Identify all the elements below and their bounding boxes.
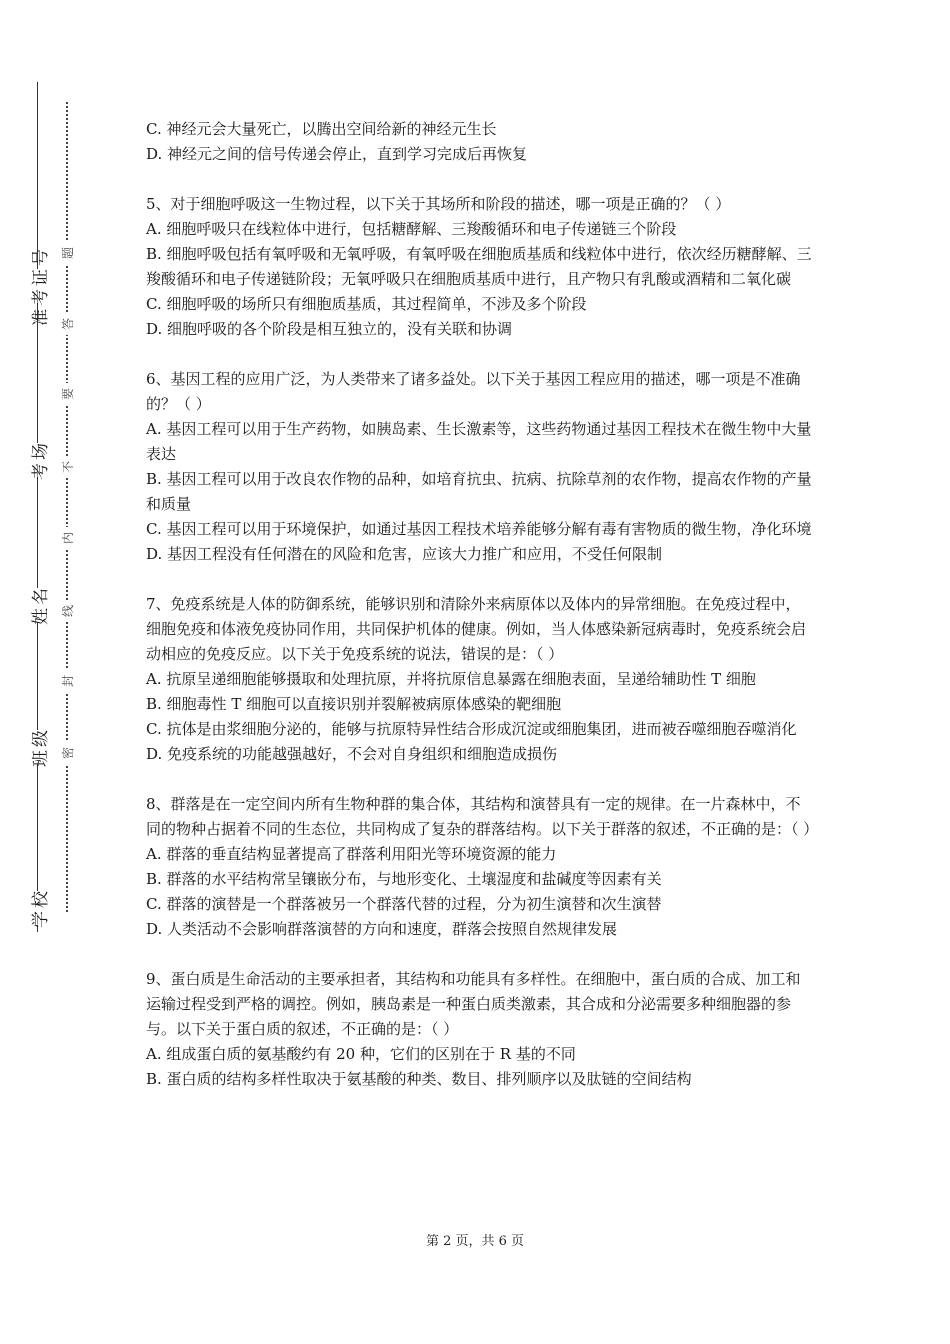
- option: B. 细胞呼吸包括有氧呼吸和无氧呼吸，有氧呼吸在细胞质基质和线粒体中进行，依次经历糖酵解、三羧酸循环和电子传递链阶段；无氧呼吸只在细胞质基质中进行，且产物只有乳酸或酒精和二氧化碳: [146, 245, 812, 288]
- page-footer: [0, 1230, 950, 1249]
- option: A. 群落的垂直结构显著提高了群落利用阳光等环境资源的能力: [146, 845, 557, 863]
- seal-char: 线: [56, 600, 78, 622]
- question-5: [146, 192, 812, 342]
- binding-solid-line: [37, 82, 38, 932]
- binding-margin: [0, 0, 120, 1344]
- question-stem: 6、基因工程的应用广泛，为人类带来了诸多益处。以下关于基因工程应用的描述，哪一项是不准确的？（ ）: [146, 370, 801, 413]
- option: B. 群落的水平结构常呈镶嵌分布，与地形变化、土壤湿度和盐碱度等因素有关: [146, 870, 662, 888]
- option: C. 神经元会大量死亡，以腾出空间给新的神经元生长: [146, 120, 497, 138]
- option: D. 人类活动不会影响群落演替的方向和速度，群落会按照自然规律发展: [146, 920, 618, 938]
- question-stem: 9、蛋白质是生命活动的主要承担者，其结构和功能具有多样性。在细胞中，蛋白质的合成、加工和运输过程受到严格的调控。例如，胰岛素是一种蛋白质类激素，其合成和分泌需要多种细胞器的参与。以下关于蛋白质的叙述，不正确的是：（ ）: [146, 970, 801, 1038]
- field-label-exam-room: 考场: [18, 443, 58, 477]
- field-label-school: 学校: [18, 891, 58, 925]
- question-stem: 8、群落是在一定空间内所有生物种群的集合体，其结构和演替具有一定的规律。在一片森林中，不同的物种占据着不同的生态位，共同构成了复杂的群落结构。以下关于群落的叙述，不正确的是：（ ）: [146, 795, 819, 838]
- option: C. 抗体是由浆细胞分泌的，能够与抗原特异性结合形成沉淀或细胞集团，进而被吞噬细胞吞噬消化: [146, 720, 797, 738]
- question-stem: 7、免疫系统是人体的防御系统，能够识别和清除外来病原体以及体内的异常细胞。在免疫过程中，细胞免疫和体液免疫协同作用，共同保护机体的健康。例如，当人体感染新冠病毒时，免疫系统会启动相应的免疫反应。以下关于免疫系统的说法，错误的是：（ ）: [146, 595, 807, 663]
- field-label-exam-number: 准考证号: [18, 269, 58, 303]
- seal-char: 密: [56, 742, 78, 764]
- question-8: [146, 792, 819, 942]
- option: A. 基因工程可以用于生产药物，如胰岛素、生长激素等，这些药物通过基因工程技术在微生物中大量表达: [146, 420, 812, 463]
- seal-char: 要: [56, 383, 78, 405]
- question-7: [146, 592, 812, 767]
- seal-char: 内: [56, 527, 78, 549]
- option: D. 神经元之间的信号传递会停止，直到学习完成后再恢复: [146, 145, 528, 163]
- seal-char: 不: [56, 456, 78, 478]
- option: D. 基因工程没有任何潜在的风险和危害，应该大力推广和应用，不受任何限制: [146, 545, 663, 563]
- option: B. 基因工程可以用于改良农作物的品种，如培育抗虫、抗病、抗除草剂的农作物，提高农作物的产量和质量: [146, 470, 812, 513]
- page-number: 第 2 页，共 6 页: [425, 1234, 525, 1249]
- seal-char: 答: [56, 313, 78, 335]
- question-6: [146, 367, 812, 567]
- option: A. 细胞呼吸只在线粒体中进行，包括糖酵解、三羧酸循环和电子传递链三个阶段: [146, 220, 677, 238]
- field-label-name: 姓名: [18, 588, 58, 622]
- seal-char: 题: [56, 242, 78, 264]
- continuation-block: [146, 117, 812, 167]
- option: C. 群落的演替是一个群落被另一个群落代替的过程，分为初生演替和次生演替: [146, 895, 662, 913]
- option: D. 细胞呼吸的各个阶段是相互独立的，没有关联和协调: [146, 320, 513, 338]
- option: D. 免疫系统的功能越强越好，不会对自身组织和细胞造成损伤: [146, 745, 558, 763]
- question-9: [146, 967, 812, 1092]
- option: C. 细胞呼吸的场所只有细胞质基质，其过程简单，不涉及多个阶段: [146, 295, 587, 313]
- option: A. 组成蛋白质的氨基酸约有 20 种，它们的区别在于 R 基的不同: [146, 1045, 576, 1063]
- option: B. 细胞毒性 T 细胞可以直接识别并裂解被病原体感染的靶细胞: [146, 695, 562, 713]
- binding-dotted-line: [66, 102, 68, 912]
- seal-char: 封: [56, 670, 78, 692]
- field-label-class: 班级: [18, 730, 58, 764]
- question-content: [146, 117, 819, 1117]
- question-stem: 5、对于细胞呼吸这一生物过程，以下关于其场所和阶段的描述，哪一项是正确的？（ ）: [146, 195, 731, 213]
- option: C. 基因工程可以用于环境保护，如通过基因工程技术培养能够分解有毒有害物质的微生物，净化环境: [146, 520, 812, 538]
- option: B. 蛋白质的结构多样性取决于氨基酸的种类、数目、排列顺序以及肽链的空间结构: [146, 1070, 692, 1088]
- option: A. 抗原呈递细胞能够摄取和处理抗原，并将抗原信息暴露在细胞表面，呈递给辅助性 T 细胞: [146, 670, 756, 688]
